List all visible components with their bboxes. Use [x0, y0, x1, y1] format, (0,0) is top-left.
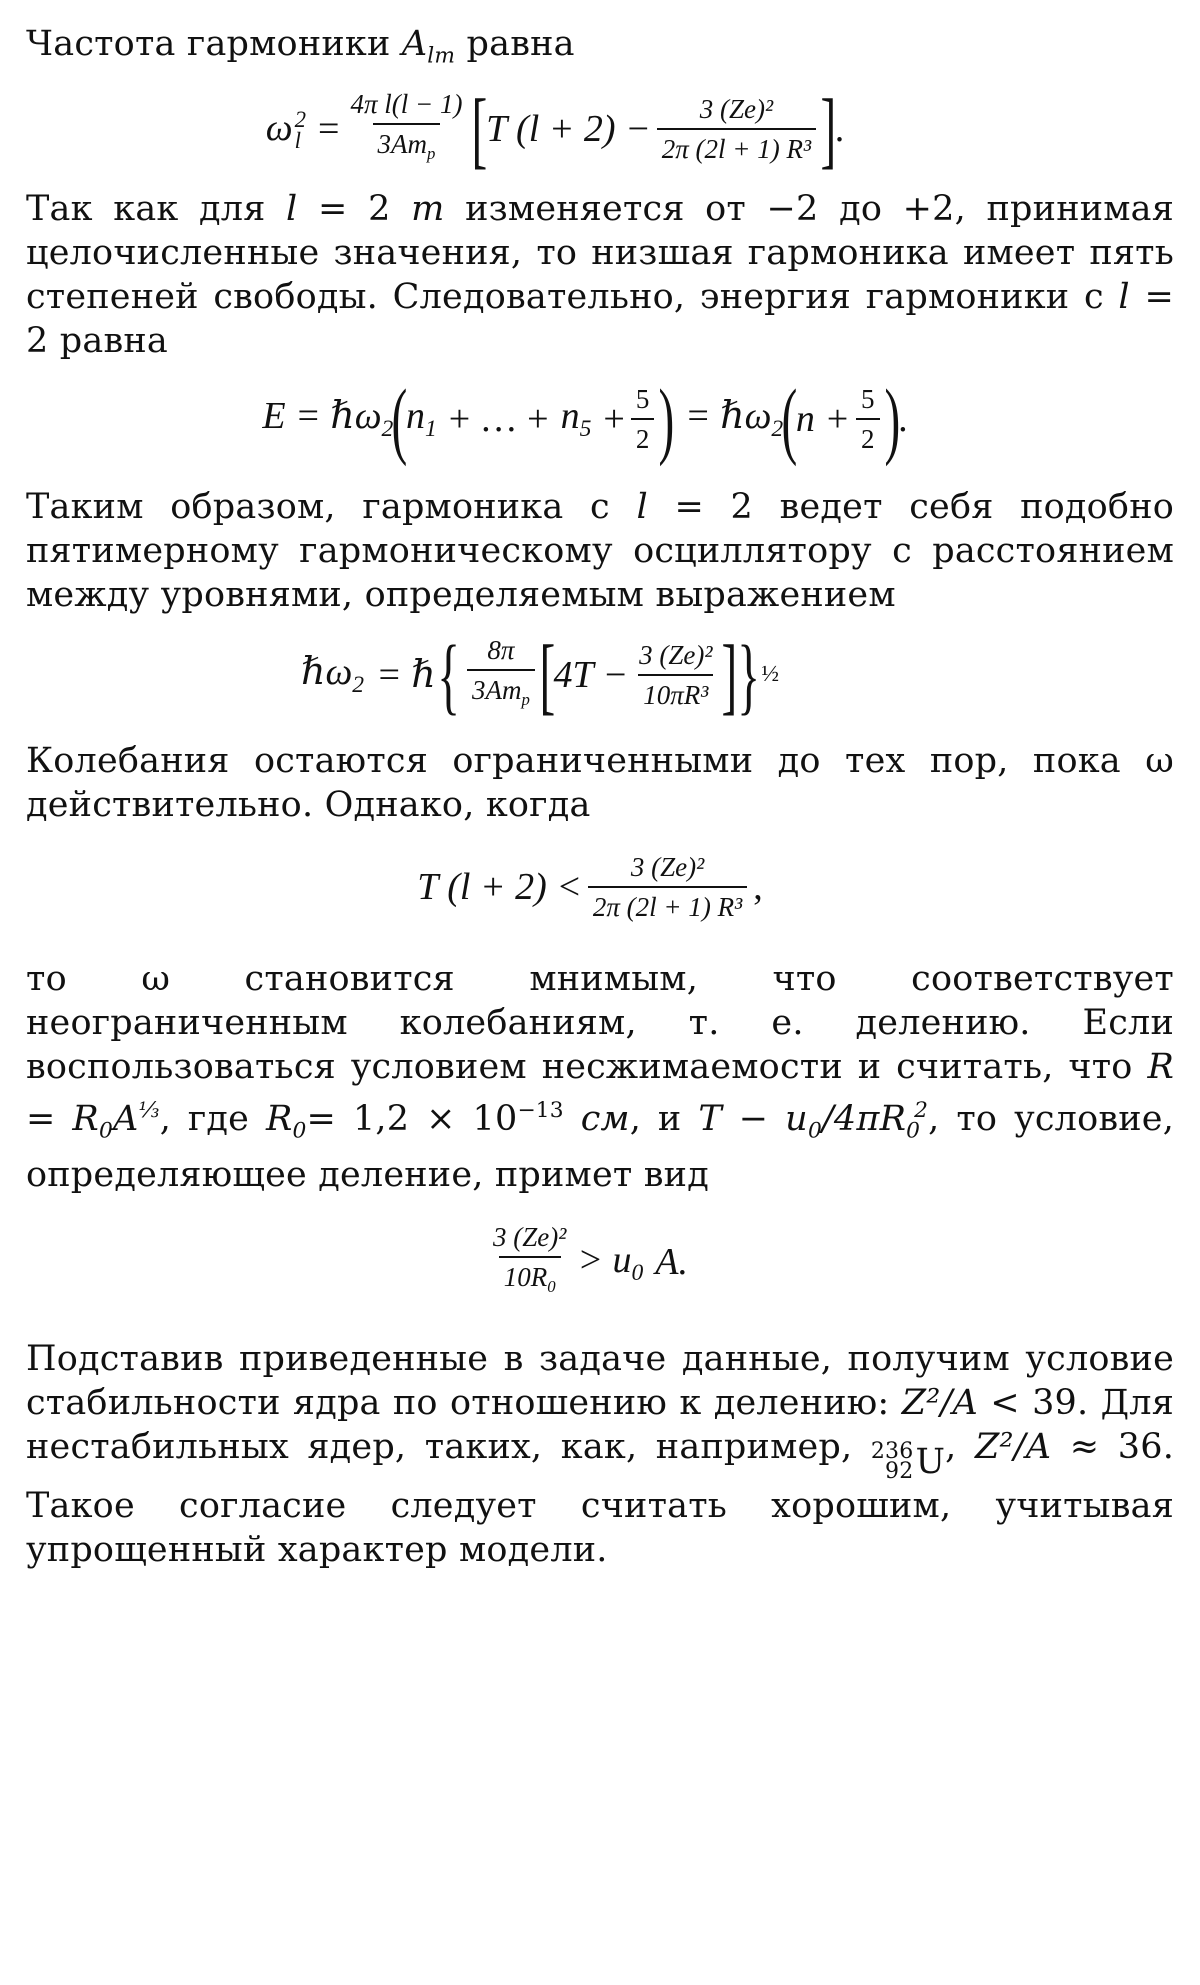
fraction-five-halves: $\frac{5}{2}$	[856, 383, 880, 455]
right-brace: }	[737, 626, 761, 723]
text: Частота гармоники	[26, 24, 391, 64]
equation-omega-l	[0, 80, 1174, 177]
left-bracket: [	[471, 80, 488, 177]
equation-instability: T (l + 2) < $\frac{\text{3 (Ze)²}}{\text{2π (2l + 1) R³}}$ ,	[417, 851, 763, 922]
fraction-coulomb: $\frac{\text{3 (Ze)²}}{\text{2π (2l + 1) R³}}$	[657, 93, 816, 165]
fraction-8pi: $\frac{8\pi}{3Am_p}$	[467, 634, 535, 716]
left-bracket: [	[539, 626, 556, 723]
equation-level-spacing: ℏω$_2$ = ℏ { $\frac{8\pi}{3Am_p}$ [ 4T − $\frac{\text{3 (Ze)²}}{\text{10πR³}}$ ] } ½	[300, 626, 780, 723]
fraction-4pi: $\frac{\text{4π l(l − 1)}}{3Am_p}$	[345, 88, 467, 170]
paragraph-oscillations: Колебания остаются ограниченными до тех пор, пока ω действительно. Однако, когда	[26, 740, 1174, 825]
document-page	[26, 22, 1174, 1572]
right-bracket: ]	[721, 626, 738, 723]
right-paren: )	[658, 370, 675, 467]
paragraph-fission-condition: то ω становится мнимым, что соответствует неограниченным колебаниям, т. е. делению. Если воспользоваться условием несжимаемости и считать, что $R = R_0A^{\frac{1}{3}}$, где $R_0= 1,2 \times 10^{-13}$ см, и $T - u_0/4\pi R_0^2$, то условие, определяющее деление, примет вид	[26, 958, 1175, 1196]
equation-fission-criterion: $\frac{\text{3 (Ze)²}}{10R_0}$ > $u_0$ A.	[0, 1207, 1174, 1317]
term-T: T (l + 2) −	[486, 107, 651, 150]
isotope-U236: 236 92 U	[870, 1439, 946, 1485]
left-paren: (	[391, 370, 408, 467]
period: .	[834, 107, 845, 150]
symbol-A: $A_{lm}$	[401, 24, 456, 69]
fraction-coulomb-R0: $\frac{\text{3 (Ze)²}}{10R_0}$	[488, 1221, 571, 1303]
equals: =	[318, 107, 340, 150]
equation-energy: E = ℏω$_2$ ( $n_1$ + … + $n_5$ + $\frac{5}{2}$ ) = ℏω$_2$ ( n + $\frac{5}{2}$ ) .	[262, 370, 908, 467]
fraction-coulomb: $\frac{\text{3 (Ze)²}}{\text{2π (2l + 1) R³}}$	[588, 851, 747, 923]
fraction-coulomb: $\frac{\text{3 (Ze)²}}{\text{10πR³}}$	[639, 639, 713, 710]
paragraph-oscillator: Таким образом, гармоника с l = 2 ведет себя подобно пятимерному гармоническому осциллятору с расстоянием между уровнями, определяемым выражением	[26, 486, 1174, 615]
left-paren: (	[781, 370, 798, 467]
omega-l-squared: ω 2 l	[265, 106, 307, 153]
paragraph-degrees-of-freedom: Так как для l = 2 m изменяется от −2 до +2, принимая целочисленные значения, то низшая гармоника имеет пять степеней свободы. Следовательно, энергия гармоники с l = 2 равна	[26, 188, 1175, 361]
fraction-five-halves: $\frac{5}{2}$	[631, 383, 655, 455]
paragraph-stability-result: Подставив приведенные в задаче данные, получим условие стабильности ядра по отношению к делению: Z²/A < 39. Для нестабильных ядер, таких, как, например, 236 92 U , Z²/A ≈ 36. Такое согласие следует считать хорошим, учитывая упрощенный характер модели.	[26, 1339, 1175, 1571]
right-bracket: ]	[820, 80, 837, 177]
left-brace: {	[436, 626, 460, 723]
text: равна	[466, 24, 575, 64]
right-paren: )	[883, 370, 900, 467]
paragraph-harmonic-frequency	[26, 22, 1174, 79]
